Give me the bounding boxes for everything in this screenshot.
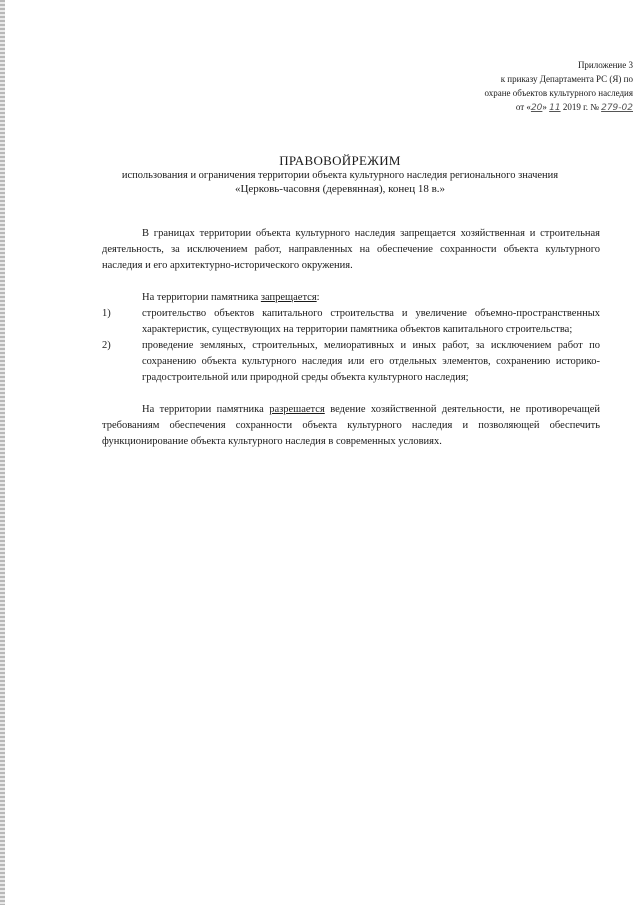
allowed-keyword: разрешается (269, 404, 325, 415)
handwritten-number: 279-02 (601, 103, 633, 113)
handwritten-day: 20 (530, 103, 543, 113)
object-name: «Церковь-часовня (деревянная), конец 18 в.» (234, 183, 446, 195)
appendix-order-ref: к приказу Департамента РС (Я) по (500, 74, 633, 84)
paragraph-general: В границах территории объекта культурного наследия запрещается хозяйственная и строительная деятельность, за исключением работ, направленных на обеспечение сохранности объекта культурного наследия и его архитектурно-исторического окружения. (102, 228, 600, 271)
paragraph-allowed: На территории памятника разрешается ведение хозяйственной деятельности, не противоречащей требованиям обеспечения сохранности объекта культурного наследия и позволяющей обеспечить функционирование объекта культурного наследия в современных условиях. (102, 404, 601, 447)
title-block (80, 153, 600, 197)
document-body (102, 226, 600, 450)
appendix-department: охране объектов культурного наследия (484, 88, 633, 98)
document-title: ПРАВОВОЙРЕЖИМ (279, 153, 401, 168)
appendix-title: Приложение 3 (577, 60, 633, 70)
prohibited-keyword: запрещается (260, 292, 317, 303)
prohibited-intro: На территории памятника запрещается: (142, 292, 320, 303)
appendix-header (405, 58, 633, 115)
list-item: 1) строительство объектов капитального строительства и увеличение объемно-пространственных характеристик, существующих на территории памятника объектов капитального строительства; (102, 308, 600, 335)
appendix-date-line: от «20» 11 2019 г. № 279-02 (515, 102, 633, 113)
list-item: 2) проведение земляных, строительных, мелиоративных и иных работ, за исключением работ по сохранению объекта культурного наследия или его отдельных элементов, сохранению историко-градостроительной или природной среды объекта культурного наследия; (102, 340, 600, 383)
document-subtitle: использования и ограничения территории объекта культурного наследия регионального значения (121, 170, 559, 181)
handwritten-month: 11 (549, 103, 561, 113)
scan-edge (0, 0, 5, 905)
